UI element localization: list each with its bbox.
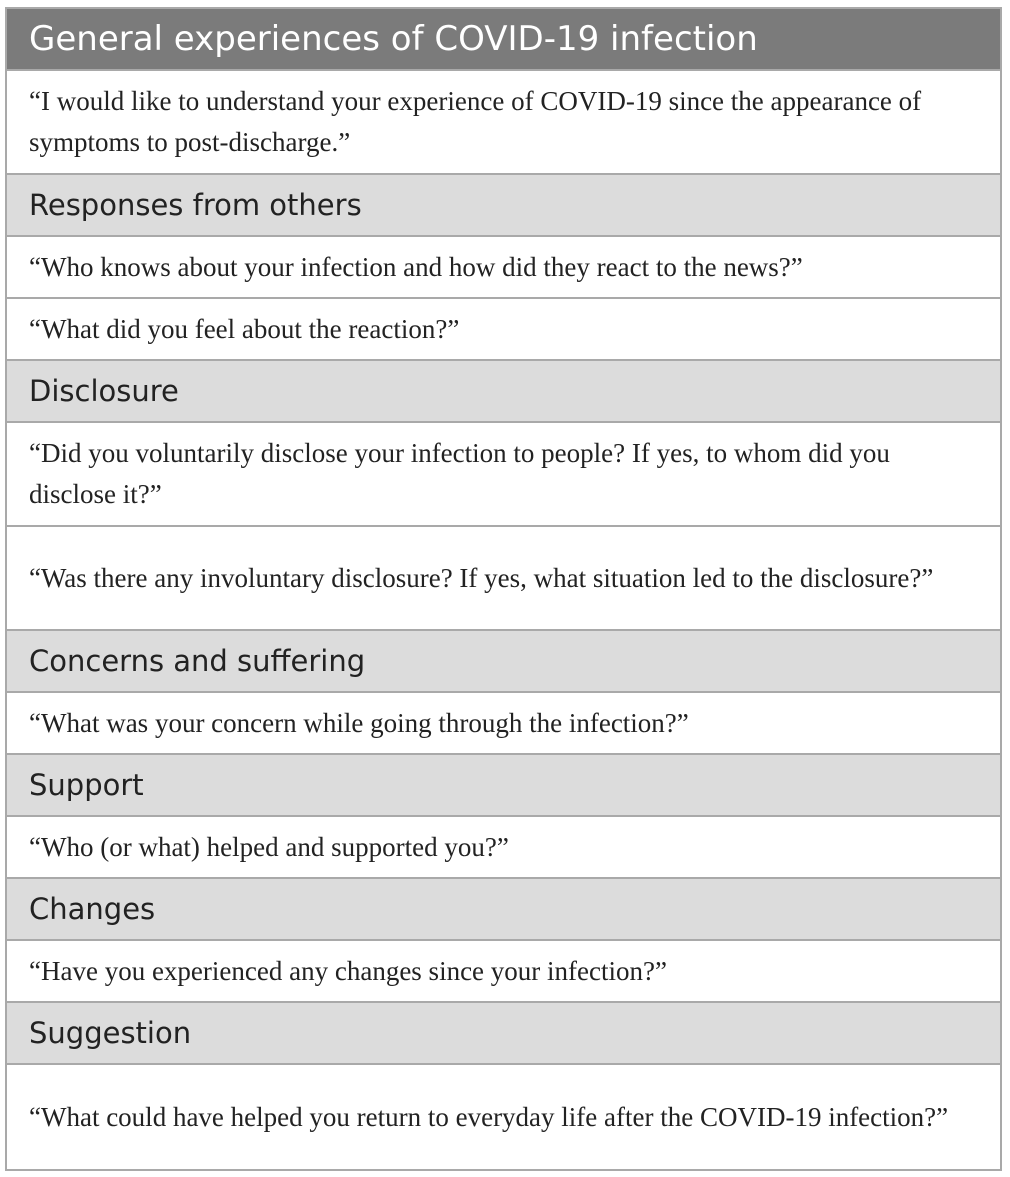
interview-guide-table — [5, 7, 1002, 1171]
section-header-suggestion — [7, 1003, 1000, 1065]
question-text: “I would like to understand your experience of COVID-19 since the appearance of symptoms to post-discharge.” — [29, 86, 922, 157]
section-header-concerns — [7, 631, 1000, 693]
question-row — [7, 817, 1000, 879]
section-title: Changes — [29, 892, 156, 926]
table-title — [7, 9, 1000, 71]
question-row — [7, 423, 1000, 527]
section-header-disclosure — [7, 361, 1000, 423]
question-text: “Did you voluntarily disclose your infection to people? If yes, to whom did you disclose it?” — [29, 438, 890, 509]
section-title: Suggestion — [29, 1016, 192, 1050]
section-title: Concerns and suffering — [29, 644, 366, 678]
question-text: “What was your concern while going through the infection?” — [29, 707, 689, 738]
question-row — [7, 299, 1000, 361]
section-header-changes — [7, 879, 1000, 941]
question-row — [7, 71, 1000, 175]
question-row — [7, 693, 1000, 755]
question-text: “Have you experienced any changes since your infection?” — [29, 955, 667, 986]
section-title: Responses from others — [29, 188, 362, 222]
section-header-support — [7, 755, 1000, 817]
question-row — [7, 237, 1000, 299]
question-text: “What did you feel about the reaction?” — [29, 313, 460, 344]
section-title: Support — [29, 768, 144, 802]
question-text: “What could have helped you return to everyday life after the COVID-19 infection?” — [29, 1101, 949, 1132]
table-title-text: General experiences of COVID-19 infection — [29, 19, 758, 59]
question-row — [7, 527, 1000, 631]
question-text: “Was there any involuntary disclosure? If yes, what situation led to the disclosure?” — [29, 562, 934, 593]
section-header-responses — [7, 175, 1000, 237]
question-row — [7, 941, 1000, 1003]
section-title: Disclosure — [29, 374, 179, 408]
question-text: “Who (or what) helped and supported you?” — [29, 831, 509, 862]
question-text: “Who knows about your infection and how did they react to the news?” — [29, 251, 803, 282]
question-row — [7, 1065, 1000, 1169]
